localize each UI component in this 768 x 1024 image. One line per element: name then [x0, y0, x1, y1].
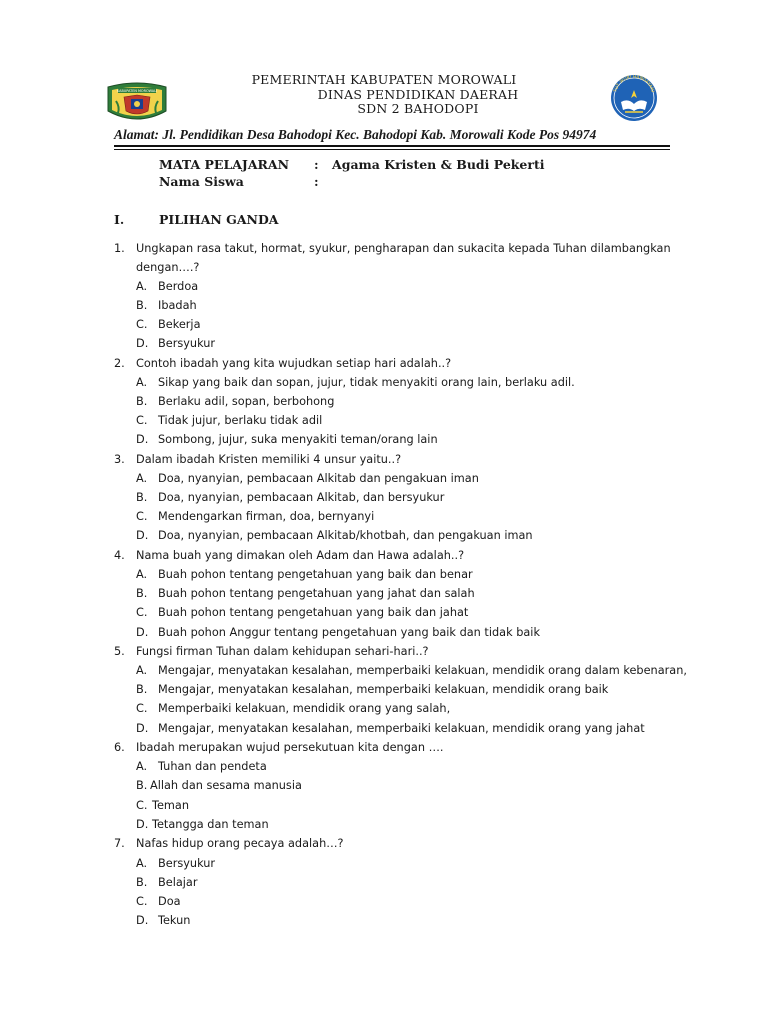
option-text: Tetangga dan teman	[152, 818, 269, 831]
question-number: 2.	[114, 357, 125, 370]
option-letter: C.	[136, 895, 148, 908]
option-letter: B.	[136, 299, 148, 312]
option-text: Sombong, jujur, suka menyakiti teman/orang lain	[158, 433, 438, 446]
question-text: Nama buah yang dimakan oleh Adam dan Hawa adalah..?	[136, 549, 465, 562]
option-text: Buah pohon tentang pengetahuan yang baik dan benar	[158, 568, 473, 581]
option-text: Doa	[158, 895, 181, 908]
header-rule-thick	[114, 145, 670, 147]
option-text: Tidak jujur, berlaku tidak adil	[158, 414, 323, 427]
option-text: Mengajar, menyatakan kesalahan, memperbaiki kelakuan, mendidik orang baik	[158, 683, 609, 696]
option-letter: A.	[136, 280, 148, 293]
option-letter: D.	[136, 433, 149, 446]
option-text: Doa, nyanyian, pembacaan Alkitab, dan bersyukur	[158, 491, 445, 504]
option-letter: B.	[136, 587, 148, 600]
option-text: Buah pohon tentang pengetahuan yang baik dan jahat	[158, 606, 469, 619]
option-letter: B.	[136, 395, 148, 408]
question-text: Contoh ibadah yang kita wujudkan setiap hari adalah..?	[136, 357, 452, 370]
subject-value: Agama Kristen & Budi Pekerti	[332, 157, 545, 172]
option-letter: C.	[136, 702, 148, 715]
option-letter: C.	[136, 606, 148, 619]
option-letter: D.	[136, 818, 149, 831]
option-letter: D.	[136, 626, 149, 639]
option-text: Bersyukur	[158, 857, 216, 870]
question-number: 4.	[114, 549, 125, 562]
section-number: I.	[114, 212, 125, 227]
student-name-label: Nama Siswa	[159, 174, 244, 189]
header-department: DINAS PENDIDIKAN DAERAH	[317, 87, 519, 102]
option-letter: A.	[136, 472, 148, 485]
option-text: Memperbaiki kelakuan, mendidik orang yang salah,	[158, 702, 451, 715]
option-text: Belajar	[158, 876, 198, 889]
question-text: Nafas hidup orang pecaya adalah…?	[136, 837, 344, 850]
question-text: Fungsi firman Tuhan dalam kehidupan sehari-hari..?	[136, 645, 429, 658]
option-text: Doa, nyanyian, pembacaan Alkitab/khotbah, dan pengakuan iman	[158, 529, 533, 542]
option-text: Tuhan dan pendeta	[158, 760, 267, 773]
option-letter: C.	[136, 799, 148, 812]
question-text-continued: dengan….?	[136, 261, 200, 274]
subject-label: MATA PELAJARAN	[159, 157, 290, 172]
option-text: Mendengarkan firman, doa, bernyanyi	[158, 510, 375, 523]
logo-right-text: TUT WURI HANDAYANI	[613, 74, 655, 93]
option-letter: A.	[136, 568, 148, 581]
option-letter: C.	[136, 318, 148, 331]
question-text: Dalam ibadah Kristen memiliki 4 unsur yaitu..?	[136, 453, 402, 466]
option-text: Buah pohon tentang pengetahuan yang jahat dan salah	[158, 587, 475, 600]
option-text: Mengajar, menyatakan kesalahan, memperbaiki kelakuan, mendidik orang yang jahat	[158, 722, 645, 735]
option-letter: C.	[136, 510, 148, 523]
header-government: PEMERINTAH KABUPATEN MOROWALI	[251, 72, 517, 87]
option-letter: C.	[136, 414, 148, 427]
question-text: Ungkapan rasa takut, hormat, syukur, pengharapan dan sukacita kepada Tuhan dilambangkan	[136, 242, 671, 255]
subject-separator: :	[314, 157, 319, 172]
option-text: Buah pohon Anggur tentang pengetahuan yang baik dan tidak baik	[158, 626, 540, 639]
question-number: 1.	[114, 242, 125, 255]
option-letter: A.	[136, 664, 148, 677]
option-text: Sikap yang baik dan sopan, jujur, tidak menyakiti orang lain, berlaku adil.	[158, 376, 575, 389]
header-rule-thin	[114, 149, 670, 150]
option-letter: D.	[136, 914, 149, 927]
question-number: 3.	[114, 453, 125, 466]
option-text: Bekerja	[158, 318, 201, 331]
option-letter: B.	[136, 683, 148, 696]
question-number: 6.	[114, 741, 125, 754]
option-letter: A.	[136, 760, 148, 773]
school-address: Alamat: Jl. Pendidikan Desa Bahodopi Kec. Bahodopi Kab. Morowali Kode Pos 94974	[114, 127, 597, 142]
option-letter: B.	[136, 491, 148, 504]
option-letter: B.	[136, 876, 148, 889]
option-letter: D.	[136, 337, 149, 350]
option-text: Ibadah	[158, 299, 197, 312]
question-text: Ibadah merupakan wujud persekutuan kita dengan ….	[136, 741, 444, 754]
option-text: Berdoa	[158, 280, 199, 293]
question-number: 5.	[114, 645, 125, 658]
section-title: PILIHAN GANDA	[159, 212, 279, 227]
student-name-separator: :	[314, 174, 319, 189]
option-letter: A.	[136, 376, 148, 389]
option-letter: D.	[136, 529, 149, 542]
question-number: 7.	[114, 837, 125, 850]
logo-left-text: KABUPATEN MOROWALI	[117, 89, 157, 93]
option-text: Doa, nyanyian, pembacaan Alkitab dan pengakuan iman	[158, 472, 479, 485]
option-text: Teman	[152, 799, 190, 812]
option-letter: B.	[136, 779, 148, 792]
option-text: Berlaku adil, sopan, berbohong	[158, 395, 335, 408]
option-text: Bersyukur	[158, 337, 216, 350]
option-letter: D.	[136, 722, 149, 735]
option-letter: A.	[136, 857, 148, 870]
option-text: Mengajar, menyatakan kesalahan, memperbaiki kelakuan, mendidik orang dalam kebenaran,	[158, 664, 687, 677]
option-text: Allah dan sesama manusia	[150, 779, 302, 792]
option-text: Tekun	[158, 914, 191, 927]
header-school: SDN 2 BAHODOPI	[357, 101, 479, 116]
